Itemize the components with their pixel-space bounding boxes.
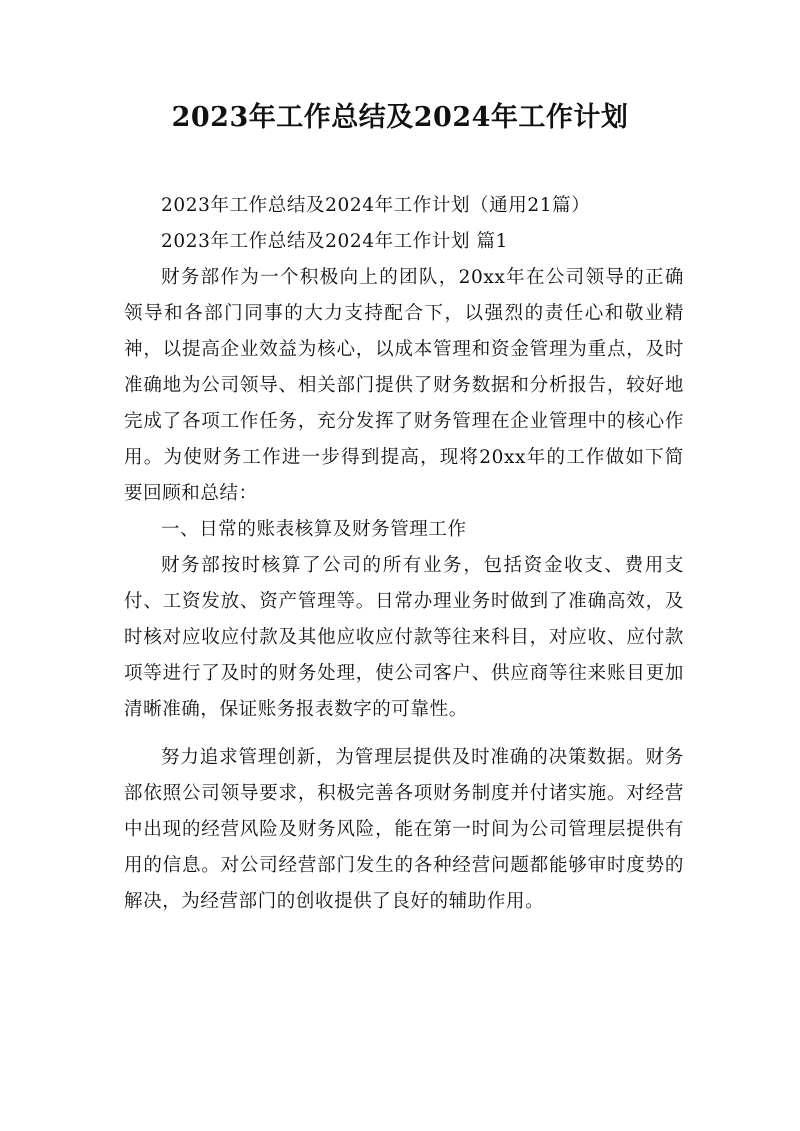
document-title: 2023年工作总结及2024年工作计划 [171,102,629,133]
body-paragraph: 努力追求管理创新，为管理层提供及时准确的决策数据。财务部依照公司领导要求，积极完善各项财务制度并付诸实施。对经营中出现的经营风险及财务风险，能在第一时间为公司管理层提供有用的信息。对公司经营部门发生的各种经营问题都能够审时度势的解决，为经营部门的创收提供了良好的辅助作用。 [124,747,684,912]
body-paragraph: 财务部作为一个积极向上的团队，20xx年在公司领导的正确领导和各部门同事的大力支持配合下，以强烈的责任心和敬业精神，以提高企业效益为核心，以成本管理和资金管理为重点，及时准确地为公司领导、相关部门提供了财务数据和分析报告，较好地完成了各项工作任务，充分发挥了财务管理在企业管理中的核心作用。为使财务工作进一步得到提高，现将20xx年的工作做如下简要回顾和总结： [124,267,684,504]
body-paragraph: 财务部按时核算了公司的所有业务，包括资金收支、费用支付、工资发放、资产管理等。日常办理业务时做到了准确高效，及时核对应收应付款及其他应收应付款等往来科目，对应收、应付款项等进行了及时的财务处理，使公司客户、供应商等往来账目更加清晰准确，保证账务报表数字的可靠性。 [124,555,684,720]
document-body [124,188,684,920]
document-subtitle: 2023年工作总结及2024年工作计划（通用21篇） [161,195,591,216]
article-heading: 2023年工作总结及2024年工作计划 篇1 [161,231,509,252]
section-heading: 一、日常的账表核算及财务管理工作 [161,519,467,540]
